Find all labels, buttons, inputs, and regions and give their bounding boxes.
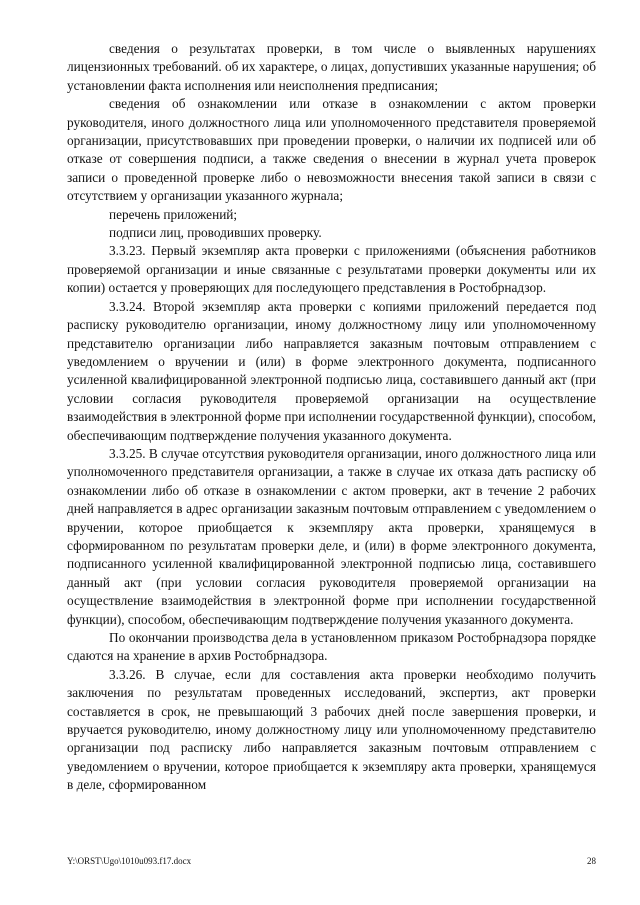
paragraph-3-3-24: 3.3.24. Второй экземпляр акта проверки с копиями приложений передается под расписку руководителю организации, иному должностному лицу или уполномоченному представителю организации либо направляется заказным почтовым отправлением с уведомлением о вручении и (или) в форме электронного документа, подписанного усиленной квалифицированной электронной подписью лица, составившего данный акт (при условии согласия руководителя проверяемой организации на осуществление взаимодействия в электронной форме при исполнении государственной функции), способом, обеспечивающим подтверждение получения указанного документа. — [67, 298, 596, 443]
paragraph-3-3-26: 3.3.26. В случае, если для составления акта проверки необходимо получить заключения по результатам проведенных исследований, экспертиз, акт проверки составляется в срок, не превышающий 3 рабочих дней после завершения проверки, и вручается руководителю, иному должностному лицу или уполномоченному представителю организации под расписку либо направляется заказным почтовым отправлением с уведомлением о вручении, которое приобщается к экземпляру акта проверки, хранящемуся в деле, сформированном — [67, 666, 596, 793]
paragraph-signatures: подписи лиц, проводивших проверку. — [109, 225, 322, 241]
paragraph-3-3-25: 3.3.25. В случае отсутствия руководителя организации, иного должностного лица или уполномоченного представителя организации, а также в случае их отказа дать расписку об ознакомлении либо об отказе в ознакомлении с актом проверки, акт в течение 2 рабочих дней направляется в адрес организации заказным почтовым отправлением с уведомлением о вручении, которое приобщается к экземпляру акта проверки, хранящемуся в сформированном по результатам проверки деле, и (или) в форме электронного документа, подписанного усиленной квалифицированной электронной подписью лица, составившего данный акт (при условии согласия руководителя проверяемой организации на осуществление взаимодействия в электронной форме при исполнении государственной функции), способом, обеспечивающим подтверждение получения указанного документа. — [67, 445, 596, 627]
paragraph-attachments-list: перечень приложений; — [109, 206, 238, 222]
paragraph-archive: По окончании производства дела в установленном приказом Ростобрнадзора порядке сдаются на хранение в архив Ростобрнадзора. — [67, 630, 596, 664]
page-number: 28 — [587, 856, 596, 866]
file-path: Y:\ORST\Ugo\1010u093.f17.docx — [67, 856, 192, 866]
body-text — [67, 40, 596, 795]
paragraph-3-3-23: 3.3.23. Первый экземпляр акта проверки с приложениями (объяснения работников проверяемой организации и иные связанные с результатами проверки документы или их копии) остается у проверяющих для последующего представления в Ростобрнадзор. — [67, 243, 596, 296]
paragraph-acquaintance-info: сведения об ознакомлении или отказе в ознакомлении с актом проверки руководителя, иного должностного лица или уполномоченного представителя проверяемой организации, присутствовавших при проведении проверки, о наличии их подписей или об отказе от совершения подписи, а также сведения о внесении в журнал учета проверок записи о проведенной проверке либо о невозможности внесения такой записи в связи с отсутствием у организации указанного журнала; — [67, 96, 596, 204]
paragraph-inspection-results: сведения о результатах проверки, в том числе о выявленных нарушениях лицензионных требований. об их характере, о лицах, допустивших указанные нарушения; об установлении факта исполнения или неисполнения предписания; — [67, 41, 596, 93]
